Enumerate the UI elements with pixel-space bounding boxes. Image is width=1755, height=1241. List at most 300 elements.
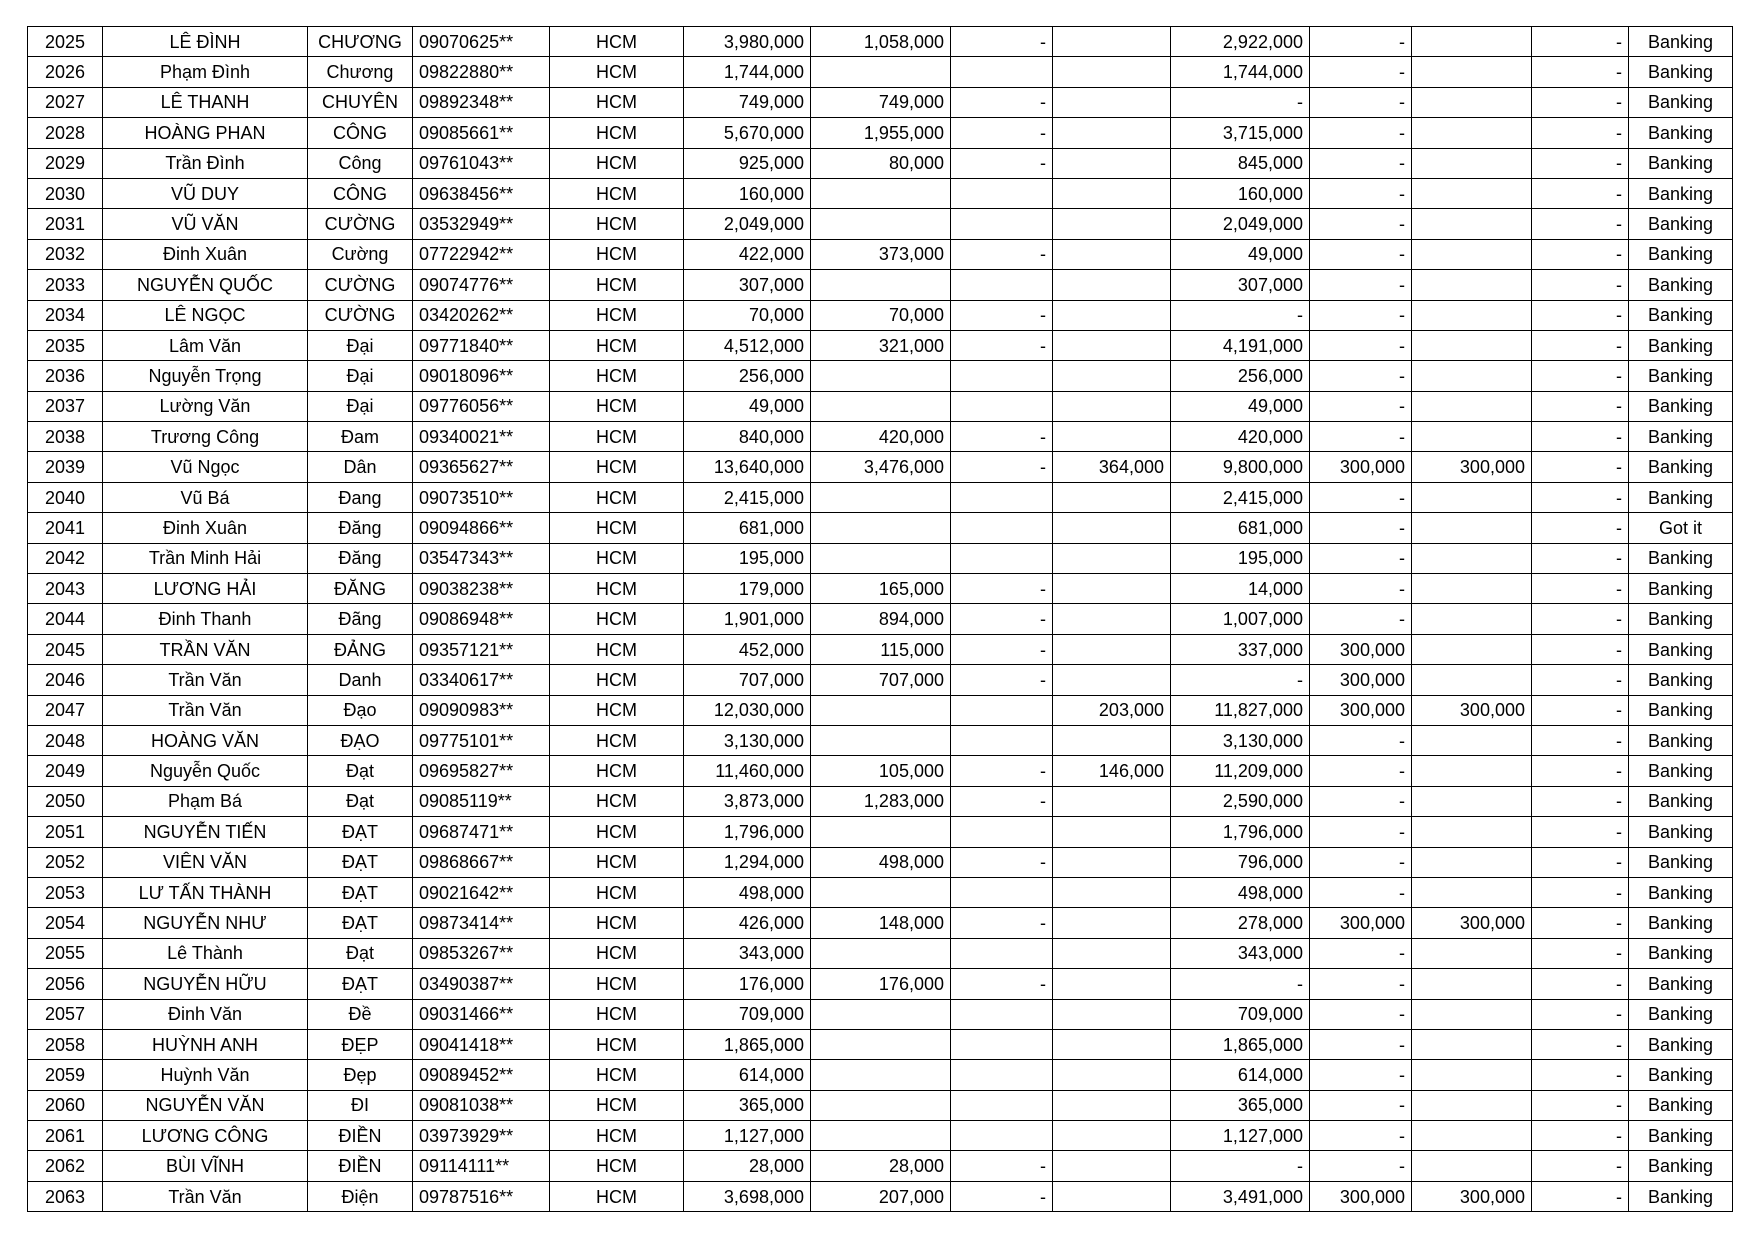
payment-method-cell: Banking <box>1629 330 1733 360</box>
amount-col7-cell: - <box>1532 999 1629 1029</box>
given-name-cell: ĐẠT <box>308 817 413 847</box>
amount-col1-cell <box>811 513 951 543</box>
amount-col3-cell <box>1053 1060 1171 1090</box>
amount-col6-cell <box>1412 1029 1532 1059</box>
amount-col7-cell: - <box>1532 695 1629 725</box>
surname-cell: Nguyễn Trọng <box>103 361 308 391</box>
row-number: 2043 <box>28 574 103 604</box>
amount-col6-cell <box>1412 938 1532 968</box>
amount-col4-cell: 365,000 <box>1171 1090 1310 1120</box>
city-cell: HCM <box>550 482 684 512</box>
amount-col5-cell: - <box>1310 57 1412 87</box>
amount-col5-cell: - <box>1310 1151 1412 1181</box>
amount-col3-cell <box>1053 786 1171 816</box>
amount-col7-cell: - <box>1532 634 1629 664</box>
surname-cell: LƯƠNG CÔNG <box>103 1121 308 1151</box>
phone-cell: 09086948** <box>413 604 550 634</box>
amount-col7-cell: - <box>1532 270 1629 300</box>
amount-col7-cell: - <box>1532 1090 1629 1120</box>
given-name-cell: CƯỜNG <box>308 209 413 239</box>
table-row <box>28 969 1733 999</box>
amount-col3-cell <box>1053 118 1171 148</box>
surname-cell: Trần Minh Hải <box>103 543 308 573</box>
amount-col5-cell: - <box>1310 604 1412 634</box>
amount-col4-cell: 709,000 <box>1171 999 1310 1029</box>
amount-col1-cell: 1,058,000 <box>811 27 951 57</box>
table-row <box>28 391 1733 421</box>
given-name-cell: Danh <box>308 665 413 695</box>
total-amount-cell: 2,415,000 <box>684 482 811 512</box>
amount-col1-cell <box>811 817 951 847</box>
amount-col3-cell <box>1053 178 1171 208</box>
amount-col1-cell: 894,000 <box>811 604 951 634</box>
amount-col2-cell: - <box>951 756 1053 786</box>
table-row <box>28 786 1733 816</box>
amount-col7-cell: - <box>1532 209 1629 239</box>
row-number: 2063 <box>28 1181 103 1211</box>
amount-col1-cell: 707,000 <box>811 665 951 695</box>
given-name-cell: ĐIỀN <box>308 1121 413 1151</box>
amount-col4-cell: 3,491,000 <box>1171 1181 1310 1211</box>
table-row <box>28 1151 1733 1181</box>
amount-col1-cell <box>811 1029 951 1059</box>
amount-col6-cell <box>1412 817 1532 847</box>
table-row <box>28 239 1733 269</box>
payment-method-cell: Banking <box>1629 118 1733 148</box>
surname-cell: Huỳnh Văn <box>103 1060 308 1090</box>
amount-col1-cell: 28,000 <box>811 1151 951 1181</box>
row-number: 2053 <box>28 877 103 907</box>
total-amount-cell: 365,000 <box>684 1090 811 1120</box>
payment-method-cell: Banking <box>1629 877 1733 907</box>
amount-col4-cell: 3,130,000 <box>1171 725 1310 755</box>
amount-col4-cell: 498,000 <box>1171 877 1310 907</box>
row-number: 2032 <box>28 239 103 269</box>
surname-cell: VIÊN VĂN <box>103 847 308 877</box>
amount-col1-cell: 1,955,000 <box>811 118 951 148</box>
payment-method-cell: Banking <box>1629 391 1733 421</box>
amount-col7-cell: - <box>1532 178 1629 208</box>
phone-cell: 09868667** <box>413 847 550 877</box>
amount-col5-cell: 300,000 <box>1310 452 1412 482</box>
amount-col1-cell: 420,000 <box>811 422 951 452</box>
amount-col2-cell: - <box>951 847 1053 877</box>
total-amount-cell: 614,000 <box>684 1060 811 1090</box>
amount-col1-cell: 105,000 <box>811 756 951 786</box>
amount-col5-cell: - <box>1310 513 1412 543</box>
amount-col3-cell: 146,000 <box>1053 756 1171 786</box>
row-number: 2049 <box>28 756 103 786</box>
table-row <box>28 574 1733 604</box>
amount-col4-cell: 3,715,000 <box>1171 118 1310 148</box>
amount-col5-cell: - <box>1310 786 1412 816</box>
phone-cell: 09365627** <box>413 452 550 482</box>
payment-method-cell: Banking <box>1629 1121 1733 1151</box>
amount-col7-cell: - <box>1532 817 1629 847</box>
amount-col5-cell: - <box>1310 756 1412 786</box>
amount-col2-cell <box>951 938 1053 968</box>
amount-col1-cell: 373,000 <box>811 239 951 269</box>
table-row <box>28 178 1733 208</box>
given-name-cell: Điện <box>308 1181 413 1211</box>
amount-col1-cell: 321,000 <box>811 330 951 360</box>
amount-col4-cell: 14,000 <box>1171 574 1310 604</box>
amount-col6-cell <box>1412 1060 1532 1090</box>
amount-col3-cell <box>1053 938 1171 968</box>
amount-col5-cell: - <box>1310 543 1412 573</box>
given-name-cell: ĐIỀN <box>308 1151 413 1181</box>
amount-col6-cell <box>1412 847 1532 877</box>
amount-col3-cell <box>1053 391 1171 421</box>
table-row <box>28 725 1733 755</box>
given-name-cell: Đạo <box>308 695 413 725</box>
city-cell: HCM <box>550 786 684 816</box>
amount-col5-cell: - <box>1310 391 1412 421</box>
city-cell: HCM <box>550 604 684 634</box>
amount-col7-cell: - <box>1532 361 1629 391</box>
table-row <box>28 209 1733 239</box>
city-cell: HCM <box>550 817 684 847</box>
amount-col1-cell <box>811 178 951 208</box>
payment-method-cell: Banking <box>1629 938 1733 968</box>
amount-col1-cell: 165,000 <box>811 574 951 604</box>
row-number: 2052 <box>28 847 103 877</box>
table-row <box>28 148 1733 178</box>
table-body <box>28 27 1733 1212</box>
total-amount-cell: 179,000 <box>684 574 811 604</box>
table-row <box>28 1060 1733 1090</box>
surname-cell: NGUYỄN HỮU <box>103 969 308 999</box>
amount-col2-cell: - <box>951 330 1053 360</box>
city-cell: HCM <box>550 361 684 391</box>
amount-col3-cell <box>1053 908 1171 938</box>
city-cell: HCM <box>550 847 684 877</box>
city-cell: HCM <box>550 574 684 604</box>
surname-cell: HOÀNG PHAN <box>103 118 308 148</box>
amount-col2-cell <box>951 178 1053 208</box>
amount-col4-cell: 256,000 <box>1171 361 1310 391</box>
amount-col4-cell: 420,000 <box>1171 422 1310 452</box>
phone-cell: 09761043** <box>413 148 550 178</box>
amount-col1-cell: 207,000 <box>811 1181 951 1211</box>
city-cell: HCM <box>550 391 684 421</box>
surname-cell: HUỲNH ANH <box>103 1029 308 1059</box>
amount-col4-cell: 845,000 <box>1171 148 1310 178</box>
amount-col5-cell: 300,000 <box>1310 1181 1412 1211</box>
given-name-cell: Đang <box>308 482 413 512</box>
amount-col1-cell <box>811 999 951 1029</box>
phone-cell: 09018096** <box>413 361 550 391</box>
city-cell: HCM <box>550 725 684 755</box>
amount-col6-cell <box>1412 877 1532 907</box>
table-row <box>28 938 1733 968</box>
amount-col7-cell: - <box>1532 604 1629 634</box>
surname-cell: VŨ DUY <box>103 178 308 208</box>
total-amount-cell: 925,000 <box>684 148 811 178</box>
payment-method-cell: Banking <box>1629 574 1733 604</box>
amount-col3-cell <box>1053 57 1171 87</box>
amount-col3-cell <box>1053 330 1171 360</box>
row-number: 2031 <box>28 209 103 239</box>
surname-cell: Đinh Xuân <box>103 239 308 269</box>
amount-col7-cell: - <box>1532 57 1629 87</box>
given-name-cell: Đãng <box>308 604 413 634</box>
payment-method-cell: Banking <box>1629 665 1733 695</box>
table-row <box>28 513 1733 543</box>
table-row <box>28 1181 1733 1211</box>
phone-cell: 09041418** <box>413 1029 550 1059</box>
amount-col5-cell: 300,000 <box>1310 908 1412 938</box>
amount-col2-cell: - <box>951 574 1053 604</box>
total-amount-cell: 707,000 <box>684 665 811 695</box>
amount-col1-cell: 1,283,000 <box>811 786 951 816</box>
amount-col2-cell <box>951 209 1053 239</box>
payment-method-cell: Banking <box>1629 634 1733 664</box>
amount-col3-cell: 203,000 <box>1053 695 1171 725</box>
table-row <box>28 1121 1733 1151</box>
surname-cell: Trần Văn <box>103 1181 308 1211</box>
amount-col2-cell <box>951 999 1053 1029</box>
amount-col2-cell: - <box>951 148 1053 178</box>
payment-method-cell: Banking <box>1629 695 1733 725</box>
amount-col3-cell <box>1053 239 1171 269</box>
table-row <box>28 908 1733 938</box>
payment-method-cell: Banking <box>1629 847 1733 877</box>
amount-col6-cell <box>1412 604 1532 634</box>
amount-col7-cell: - <box>1532 391 1629 421</box>
surname-cell: VŨ VĂN <box>103 209 308 239</box>
amount-col5-cell: - <box>1310 118 1412 148</box>
city-cell: HCM <box>550 300 684 330</box>
total-amount-cell: 3,980,000 <box>684 27 811 57</box>
phone-cell: 09853267** <box>413 938 550 968</box>
amount-col3-cell <box>1053 877 1171 907</box>
phone-cell: 09090983** <box>413 695 550 725</box>
amount-col4-cell: 796,000 <box>1171 847 1310 877</box>
city-cell: HCM <box>550 938 684 968</box>
amount-col2-cell: - <box>951 300 1053 330</box>
city-cell: HCM <box>550 87 684 117</box>
surname-cell: Trương Công <box>103 422 308 452</box>
row-number: 2034 <box>28 300 103 330</box>
amount-col6-cell <box>1412 239 1532 269</box>
phone-cell: 09340021** <box>413 422 550 452</box>
table-row <box>28 756 1733 786</box>
amount-col3-cell <box>1053 969 1171 999</box>
amount-col4-cell: 337,000 <box>1171 634 1310 664</box>
amount-col2-cell: - <box>951 87 1053 117</box>
amount-col4-cell: 160,000 <box>1171 178 1310 208</box>
row-number: 2058 <box>28 1029 103 1059</box>
amount-col1-cell <box>811 1060 951 1090</box>
city-cell: HCM <box>550 1029 684 1059</box>
row-number: 2025 <box>28 27 103 57</box>
amount-col6-cell <box>1412 999 1532 1029</box>
amount-col3-cell <box>1053 209 1171 239</box>
table-row <box>28 361 1733 391</box>
amount-col6-cell <box>1412 543 1532 573</box>
table-row <box>28 877 1733 907</box>
amount-col4-cell: 9,800,000 <box>1171 452 1310 482</box>
surname-cell: LƯ TẤN THÀNH <box>103 877 308 907</box>
amount-col3-cell <box>1053 847 1171 877</box>
amount-col1-cell: 749,000 <box>811 87 951 117</box>
amount-col6-cell <box>1412 361 1532 391</box>
table-row <box>28 330 1733 360</box>
row-number: 2046 <box>28 665 103 695</box>
table-row <box>28 817 1733 847</box>
amount-col6-cell <box>1412 574 1532 604</box>
phone-cell: 03340617** <box>413 665 550 695</box>
payment-method-cell: Banking <box>1629 725 1733 755</box>
total-amount-cell: 343,000 <box>684 938 811 968</box>
table-row <box>28 422 1733 452</box>
payment-method-cell: Banking <box>1629 1029 1733 1059</box>
amount-col7-cell: - <box>1532 756 1629 786</box>
amount-col2-cell <box>951 391 1053 421</box>
amount-col3-cell <box>1053 725 1171 755</box>
surname-cell: Trần Đình <box>103 148 308 178</box>
city-cell: HCM <box>550 1151 684 1181</box>
amount-col1-cell <box>811 1121 951 1151</box>
table-row <box>28 452 1733 482</box>
amount-col2-cell <box>951 695 1053 725</box>
payment-method-cell: Got it <box>1629 513 1733 543</box>
phone-cell: 09357121** <box>413 634 550 664</box>
amount-col5-cell: 300,000 <box>1310 665 1412 695</box>
amount-col5-cell: - <box>1310 27 1412 57</box>
payment-method-cell: Banking <box>1629 57 1733 87</box>
amount-col3-cell <box>1053 817 1171 847</box>
amount-col1-cell <box>811 391 951 421</box>
amount-col1-cell <box>811 270 951 300</box>
amount-col4-cell: 1,007,000 <box>1171 604 1310 634</box>
amount-col7-cell: - <box>1532 452 1629 482</box>
amount-col2-cell: - <box>951 665 1053 695</box>
amount-col2-cell: - <box>951 1151 1053 1181</box>
row-number: 2050 <box>28 786 103 816</box>
payment-method-cell: Banking <box>1629 756 1733 786</box>
payment-method-cell: Banking <box>1629 361 1733 391</box>
amount-col3-cell <box>1053 270 1171 300</box>
amount-col4-cell: 2,415,000 <box>1171 482 1310 512</box>
total-amount-cell: 3,873,000 <box>684 786 811 816</box>
surname-cell: LÊ THANH <box>103 87 308 117</box>
given-name-cell: Đẹp <box>308 1060 413 1090</box>
phone-cell: 03532949** <box>413 209 550 239</box>
amount-col5-cell: - <box>1310 209 1412 239</box>
amount-col3-cell <box>1053 422 1171 452</box>
city-cell: HCM <box>550 452 684 482</box>
total-amount-cell: 498,000 <box>684 877 811 907</box>
amount-col6-cell <box>1412 300 1532 330</box>
phone-cell: 03973929** <box>413 1121 550 1151</box>
amount-col4-cell: 49,000 <box>1171 391 1310 421</box>
city-cell: HCM <box>550 330 684 360</box>
given-name-cell: ĐĂNG <box>308 574 413 604</box>
payment-method-cell: Banking <box>1629 1090 1733 1120</box>
amount-col4-cell: 278,000 <box>1171 908 1310 938</box>
total-amount-cell: 422,000 <box>684 239 811 269</box>
surname-cell: Lường Văn <box>103 391 308 421</box>
city-cell: HCM <box>550 27 684 57</box>
amount-col1-cell <box>811 938 951 968</box>
amount-col4-cell: 681,000 <box>1171 513 1310 543</box>
total-amount-cell: 749,000 <box>684 87 811 117</box>
amount-col3-cell <box>1053 300 1171 330</box>
amount-col2-cell: - <box>951 118 1053 148</box>
amount-col5-cell: - <box>1310 574 1412 604</box>
amount-col3-cell <box>1053 1121 1171 1151</box>
phone-cell: 09114111** <box>413 1151 550 1181</box>
amount-col3-cell <box>1053 999 1171 1029</box>
payment-method-cell: Banking <box>1629 786 1733 816</box>
phone-cell: 07722942** <box>413 239 550 269</box>
given-name-cell: ĐẠT <box>308 908 413 938</box>
amount-col7-cell: - <box>1532 786 1629 816</box>
phone-cell: 09094866** <box>413 513 550 543</box>
amount-col2-cell <box>951 877 1053 907</box>
phone-cell: 09787516** <box>413 1181 550 1211</box>
amount-col5-cell: - <box>1310 239 1412 269</box>
phone-cell: 09021642** <box>413 877 550 907</box>
amount-col6-cell <box>1412 209 1532 239</box>
phone-cell: 09038238** <box>413 574 550 604</box>
amount-col6-cell <box>1412 1151 1532 1181</box>
amount-col5-cell: - <box>1310 482 1412 512</box>
amount-col2-cell: - <box>951 1181 1053 1211</box>
amount-col1-cell: 115,000 <box>811 634 951 664</box>
amount-col2-cell <box>951 270 1053 300</box>
given-name-cell: Đạt <box>308 938 413 968</box>
amount-col2-cell <box>951 361 1053 391</box>
total-amount-cell: 1,744,000 <box>684 57 811 87</box>
amount-col4-cell: 4,191,000 <box>1171 330 1310 360</box>
amount-col1-cell: 498,000 <box>811 847 951 877</box>
amount-col6-cell <box>1412 634 1532 664</box>
amount-col6-cell <box>1412 118 1532 148</box>
table-row <box>28 1090 1733 1120</box>
surname-cell: Trần Văn <box>103 695 308 725</box>
amount-col1-cell <box>811 209 951 239</box>
amount-col6-cell <box>1412 786 1532 816</box>
surname-cell: Phạm Đình <box>103 57 308 87</box>
amount-col5-cell: - <box>1310 969 1412 999</box>
amount-col6-cell <box>1412 57 1532 87</box>
phone-cell: 09073510** <box>413 482 550 512</box>
row-number: 2044 <box>28 604 103 634</box>
amount-col4-cell: - <box>1171 300 1310 330</box>
amount-col5-cell: - <box>1310 361 1412 391</box>
amount-col6-cell <box>1412 969 1532 999</box>
row-number: 2028 <box>28 118 103 148</box>
city-cell: HCM <box>550 634 684 664</box>
row-number: 2055 <box>28 938 103 968</box>
amount-col4-cell: 307,000 <box>1171 270 1310 300</box>
row-number: 2039 <box>28 452 103 482</box>
city-cell: HCM <box>550 1060 684 1090</box>
table-row <box>28 665 1733 695</box>
amount-col2-cell <box>951 1029 1053 1059</box>
amount-col7-cell: - <box>1532 118 1629 148</box>
amount-col7-cell: - <box>1532 1181 1629 1211</box>
phone-cell: 09776056** <box>413 391 550 421</box>
total-amount-cell: 4,512,000 <box>684 330 811 360</box>
data-table <box>27 26 1733 1212</box>
amount-col5-cell: - <box>1310 330 1412 360</box>
phone-cell: 09822880** <box>413 57 550 87</box>
phone-cell: 09638456** <box>413 178 550 208</box>
